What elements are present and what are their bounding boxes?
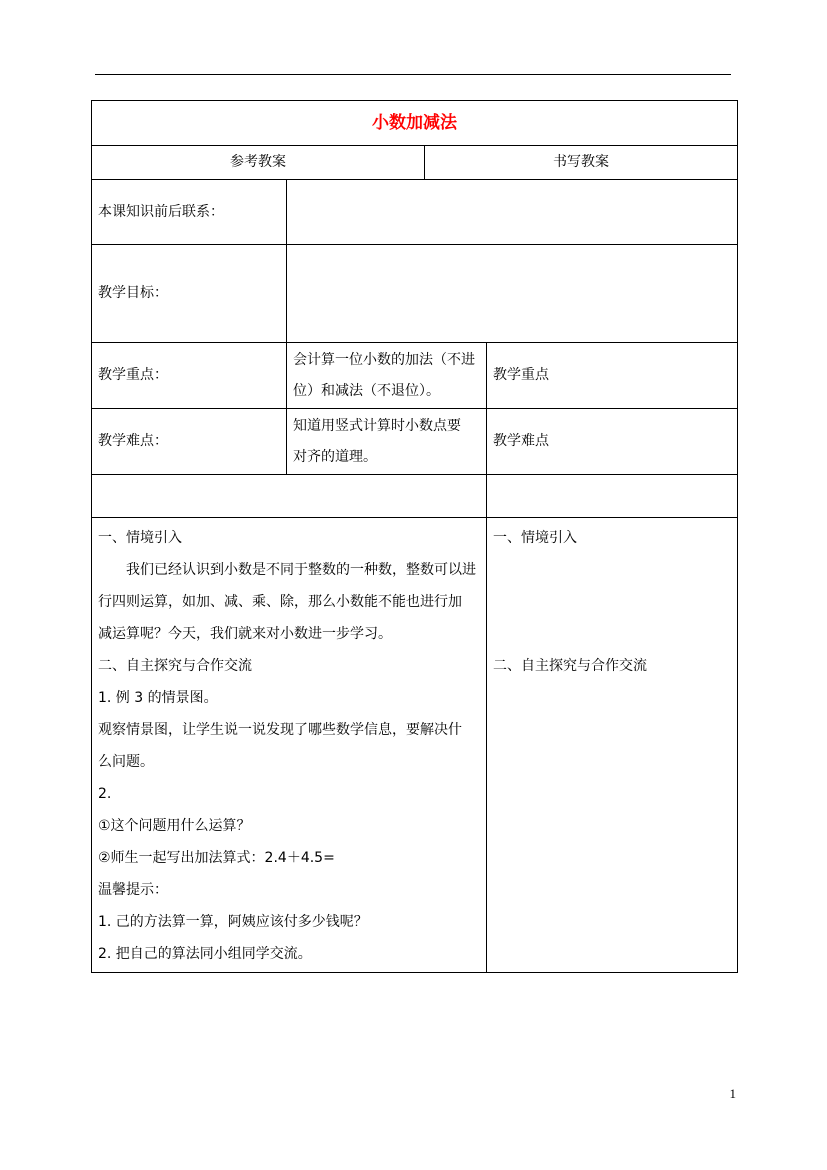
key-point-content: [287, 343, 487, 409]
document-title: 小数加减法: [92, 101, 738, 146]
connection-label: 本课知识前后联系：: [92, 180, 287, 245]
key-point-label: 教学重点：: [92, 343, 287, 409]
difficulty-line-2: 对齐的道理。: [293, 448, 377, 465]
process-line: 观察情景图，让学生说一说发现了哪些数学信息，要解决什: [98, 722, 462, 738]
goal-label: 教学目标：: [92, 245, 287, 343]
process-line: 2. 把自己的算法同小组同学交流。: [98, 946, 312, 962]
process-content: [92, 518, 487, 973]
lesson-plan-table: [91, 100, 738, 973]
process-line: 我们已经认识到小数是不同于整数的一种数，整数可以进: [126, 562, 476, 578]
empty-writing-cell: [487, 475, 738, 518]
difficulty-writing: 教学难点: [487, 409, 738, 475]
process-line: 么问题。: [98, 754, 154, 770]
goal-content: [287, 245, 738, 343]
difficulty-content: [287, 409, 487, 475]
writing-section-2: 二、自主探究与合作交流: [493, 658, 647, 674]
connection-content: [287, 180, 738, 245]
writing-plan-header: 书写教案: [425, 146, 738, 180]
process-line: ②师生一起写出加法算式：2.4＋4.5=: [98, 850, 335, 866]
key-point-line-2: 位）和减法（不退位）。: [293, 382, 440, 399]
key-point-line-1: 会计算一位小数的加法（不进: [293, 351, 475, 368]
difficulty-label: 教学难点：: [92, 409, 287, 475]
process-line: 二、自主探究与合作交流: [98, 658, 252, 674]
page-number: 1: [729, 1086, 736, 1101]
process-line: 一、情境引入: [98, 530, 182, 546]
process-line: 温馨提示：: [98, 882, 168, 898]
difficulty-line-1: 知道用竖式计算时小数点要: [293, 417, 461, 434]
process-line: 2.: [98, 786, 112, 802]
process-line: ①这个问题用什么运算？: [98, 818, 251, 834]
process-writing: [487, 518, 738, 973]
empty-reference-cell: [92, 475, 487, 518]
writing-section-1: 一、情境引入: [493, 530, 577, 546]
process-line: 1. 例 3 的情景图。: [98, 690, 218, 706]
key-point-writing: 教学重点: [487, 343, 738, 409]
reference-plan-header: 参考教案: [92, 146, 425, 180]
header-rule: [95, 74, 731, 75]
process-line: 1. 己的方法算一算，阿姨应该付多少钱呢？: [98, 914, 368, 930]
process-line: 行四则运算，如加、减、乘、除，那么小数能不能也进行加: [98, 594, 462, 610]
process-line: 减运算呢？今天，我们就来对小数进一步学习。: [98, 626, 392, 642]
